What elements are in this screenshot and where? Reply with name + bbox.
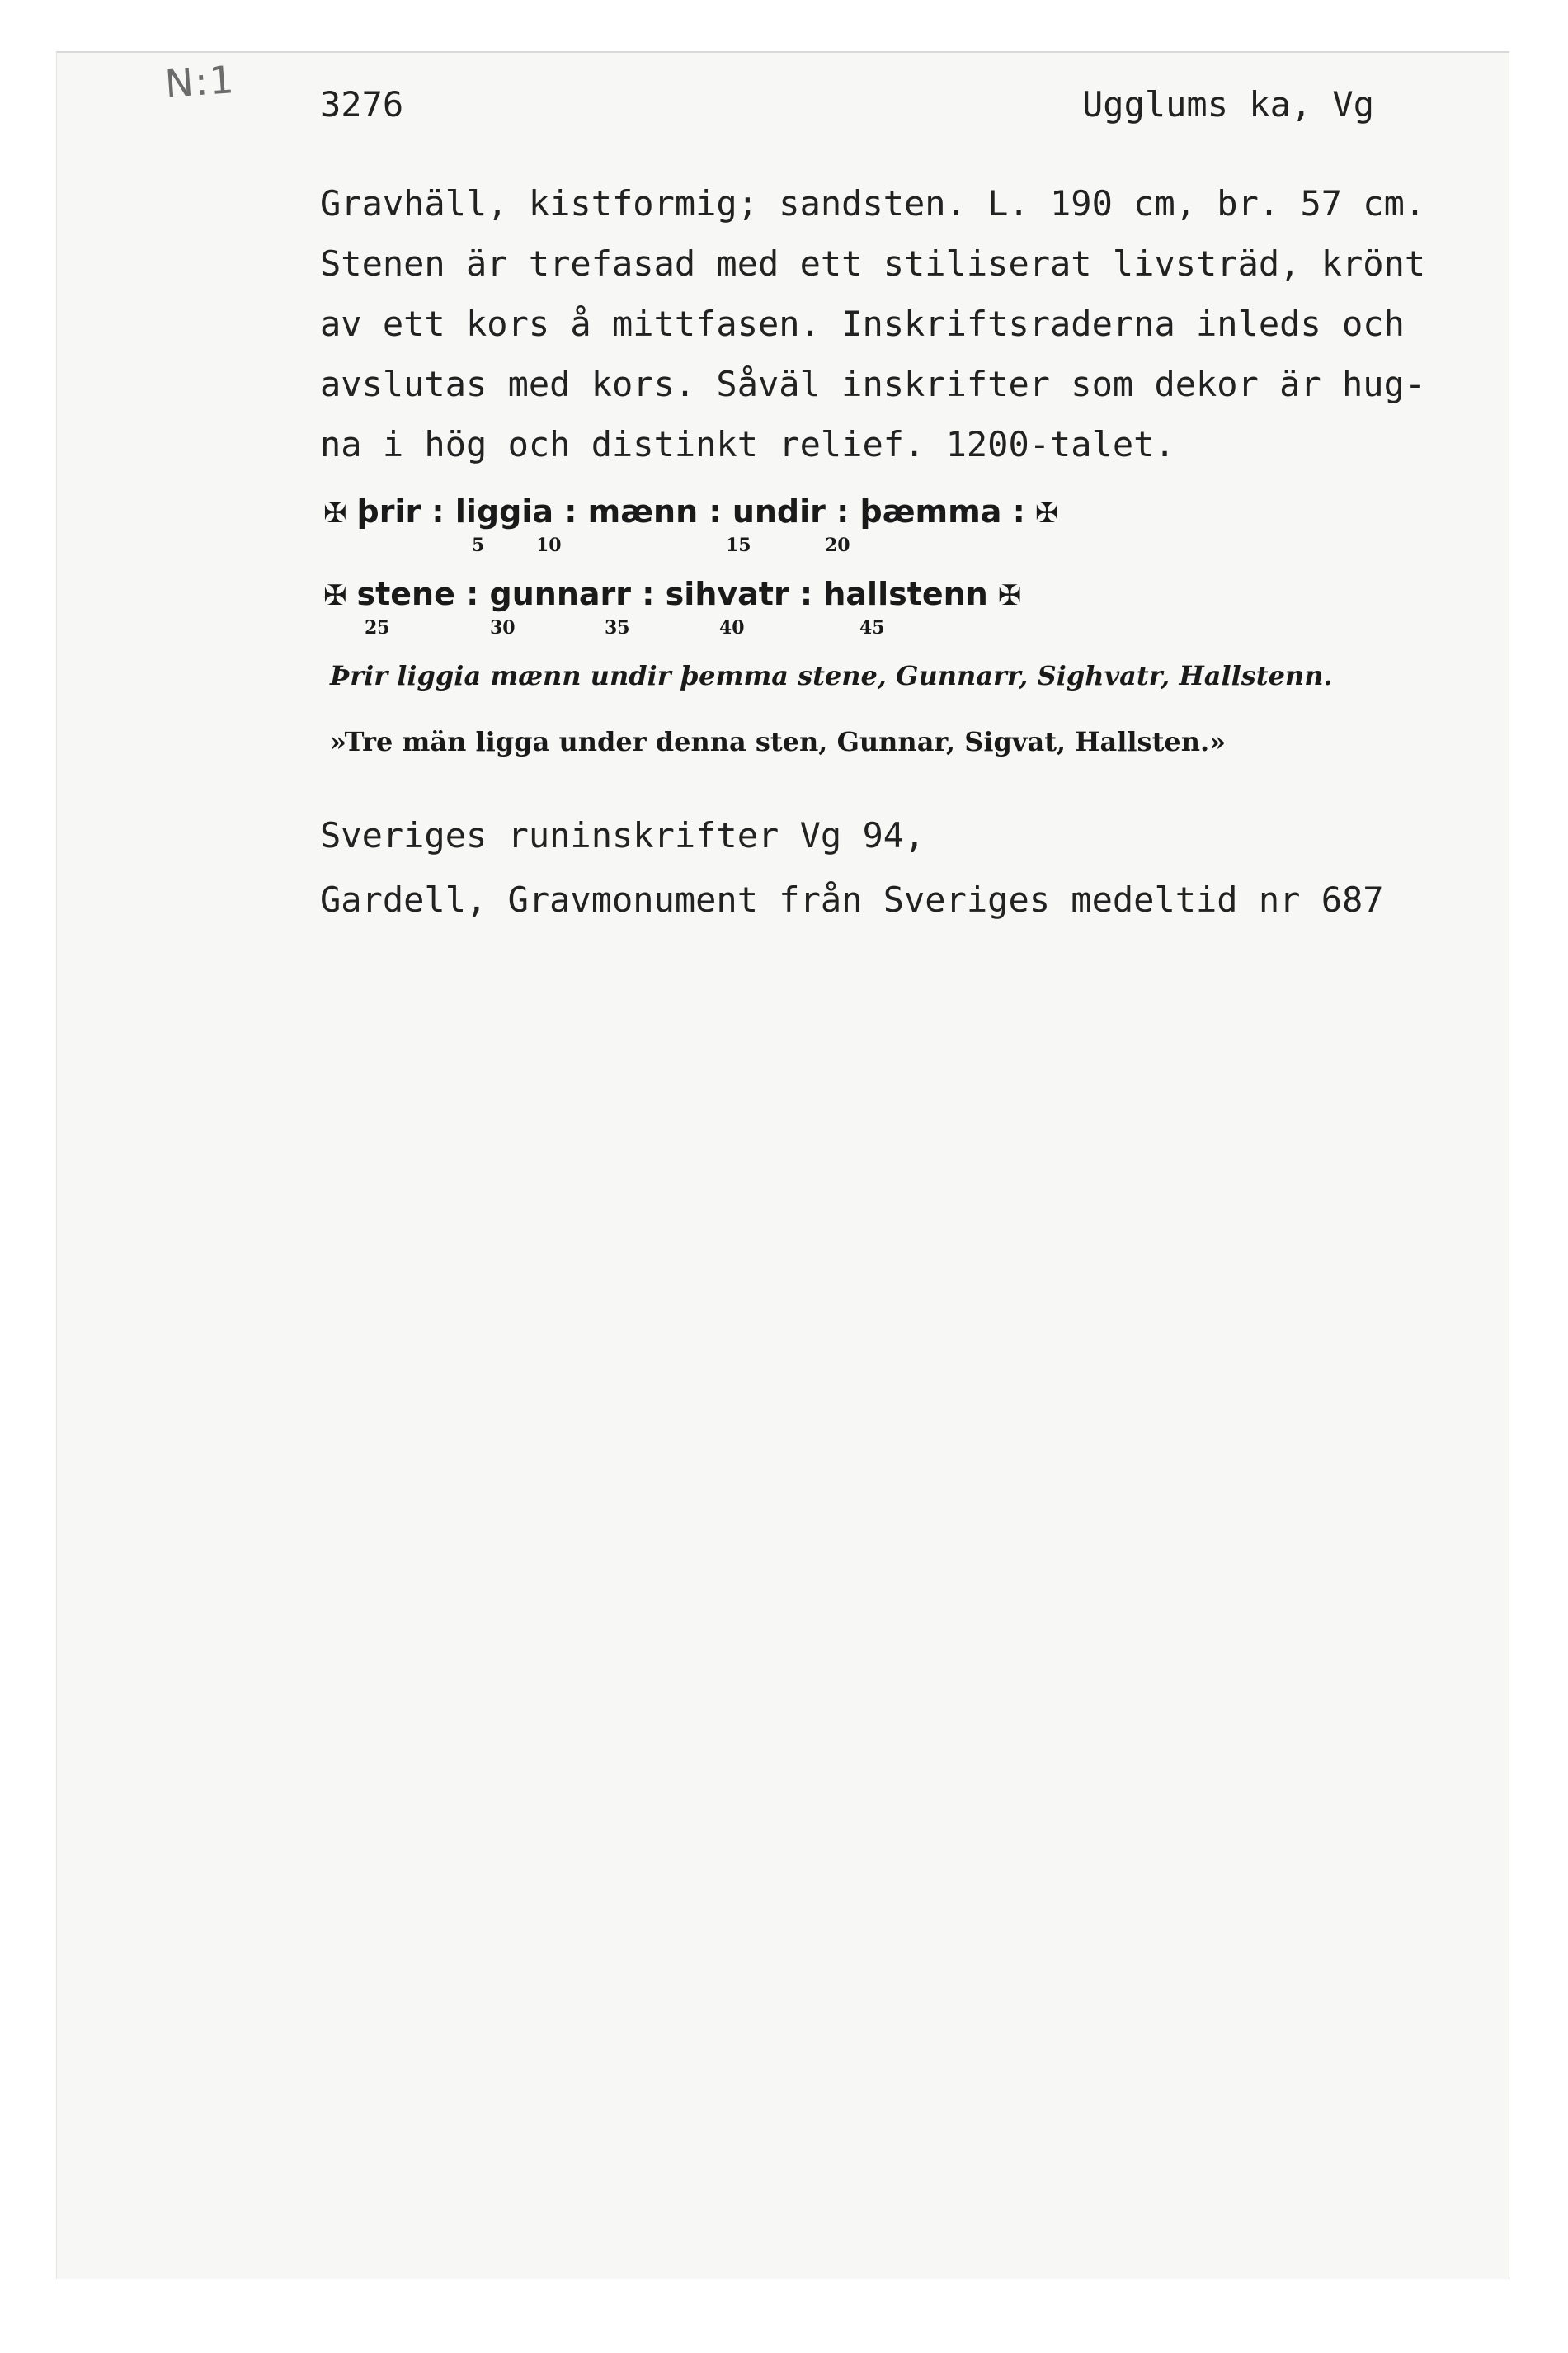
character-number: 10: [536, 535, 562, 556]
character-number: 25: [365, 617, 390, 639]
inscription-line-1: [320, 493, 1058, 530]
reference-line: Gardell, Gravmonument från Sveriges medeltid nr 687: [320, 879, 1384, 920]
description-line: Stenen är trefasad med ett stiliserat livsträd, krönt: [320, 243, 1426, 284]
cross-icon: ✠: [323, 579, 347, 612]
character-number: 5: [472, 535, 485, 556]
handwritten-note: N:1: [163, 57, 237, 106]
inscription-line-2: [320, 576, 1021, 612]
inscription-text: stene : gunnarr : sihvatr : hallstenn: [356, 576, 988, 612]
character-number: 30: [490, 617, 516, 639]
character-number: 45: [859, 617, 885, 639]
catalog-number: 3276: [320, 84, 404, 125]
character-number: 15: [726, 535, 751, 556]
reference-line: Sveriges runinskrifter Vg 94,: [320, 815, 925, 856]
character-number: 20: [825, 535, 850, 556]
character-number: 40: [719, 617, 745, 639]
description-line: av ett kors å mittfasen. Inskriftsraderna inleds och: [320, 304, 1405, 344]
location: Ugglums ka, Vg: [1082, 84, 1375, 125]
cross-icon: ✠: [323, 497, 347, 530]
description-line: Gravhäll, kistformig; sandsten. L. 190 cm, br. 57 cm.: [320, 183, 1426, 224]
character-number: 35: [605, 617, 630, 639]
cross-icon: ✠: [1034, 497, 1059, 530]
description-line: na i hög och distinkt relief. 1200-talet.: [320, 424, 1175, 464]
description-line: avslutas med kors. Såväl inskrifter som dekor är hug-: [320, 364, 1426, 404]
translation-text: »Tre män ligga under denna sten, Gunnar, Sigvat, Hallsten.»: [330, 726, 1227, 757]
inscription-text: þrir : liggia : mænn : undir : þæmma :: [356, 493, 1025, 530]
cross-icon: ✠: [997, 579, 1022, 612]
normalized-text: Þrir liggia mænn undir þemma stene, Gunnarr, Sighvatr, Hallstenn.: [330, 660, 1333, 691]
